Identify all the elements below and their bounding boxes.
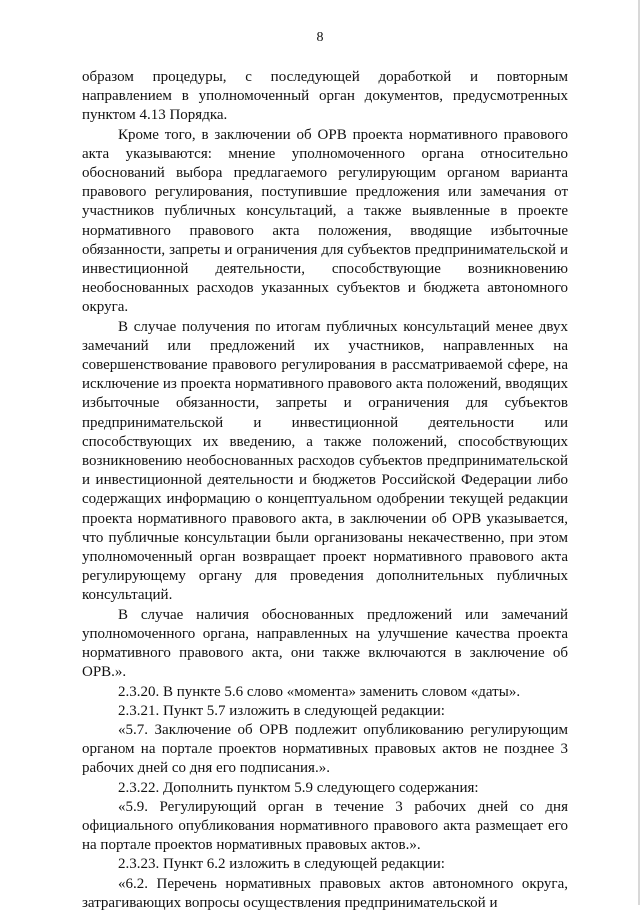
paragraph-continuation: образом процедуры, с последующей доработкой и повторным направлением в уполномоченный орган документов, предусмотренных пунктом 4.13 Порядка. bbox=[82, 69, 568, 124]
clause-5-9: «5.9. Регулирующий орган в течение 3 рабочих дней со дня официального опубликования нормативного правового акта размещает его на портале проектов нормативных правовых актов.». bbox=[82, 798, 568, 854]
page-number: 8 bbox=[316, 30, 324, 45]
amendment-2-3-21: 2.3.21. Пункт 5.7 изложить в следующей редакции: bbox=[118, 702, 445, 719]
paragraph-orv-conclusion-contents: Кроме того, в заключении об ОРВ проекта нормативного правового акта указываются: мнение уполномоченного органа относительно обоснований выбора предлагаемого регулирующим органом варианта правового регулирования, поступившие предложения или замечания от участников публичных консультаций, а также выявленные в проекте нормативного правового акта положения, вводящие избыточные обязанности, запреты и ограничения для субъектов предпринимательской и инвестиционной деятельности, способствующие возникновению необоснованных расходов указанных субъектов и бюджета автономного округа. bbox=[82, 126, 568, 316]
clause-5-7: «5.7. Заключение об ОРВ подлежит опубликованию регулирующим органом на портале проектов нормативных правовых актов не позднее 3 рабочих дней со дня его подписания.». bbox=[82, 721, 568, 777]
amendment-2-3-23: 2.3.23. Пункт 6.2 изложить в следующей редакции: bbox=[118, 856, 445, 873]
paragraph-justified-proposals: В случае наличия обоснованных предложений или замечаний уполномоченного органа, направленных на улучшение качества проекта нормативного правового акта, они также включаются в заключение об ОРВ.». bbox=[82, 606, 568, 681]
clause-6-2: «6.2. Перечень нормативных правовых актов автономного округа, затрагивающих вопросы осуществления предпринимательской и bbox=[82, 875, 568, 911]
amendment-2-3-22: 2.3.22. Дополнить пунктом 5.9 следующего содержания: bbox=[118, 779, 479, 796]
document-body bbox=[82, 68, 568, 913]
paragraph-insufficient-consultations: В случае получения по итогам публичных консультаций менее двух замечаний или предложений их участников, направленных на совершенствование правового регулирования в рассматриваемой сфере, на исключение из проекта нормативного правового акта положений, вводящих избыточные обязанности, запреты и ограничения для субъектов предпринимательской и инвестиционной деятельности или способствующих их введению, а также положений, способствующих возникновению необоснованных расходов субъектов предпринимательской и инвестиционной деятельности и бюджетов Российской Федерации либо содержащих информацию о концептуальном одобрении текущей редакции проекта нормативного правового акта, в заключении об ОРВ указывается, что публичные консультации были организованы некачественно, при этом уполномоченный орган возвращает проект нормативного правового акта регулирующему органу для проведения дополнительных публичных консультаций. bbox=[82, 318, 568, 604]
amendment-2-3-20: 2.3.20. В пункте 5.6 слово «момента» заменить словом «даты». bbox=[118, 683, 521, 700]
